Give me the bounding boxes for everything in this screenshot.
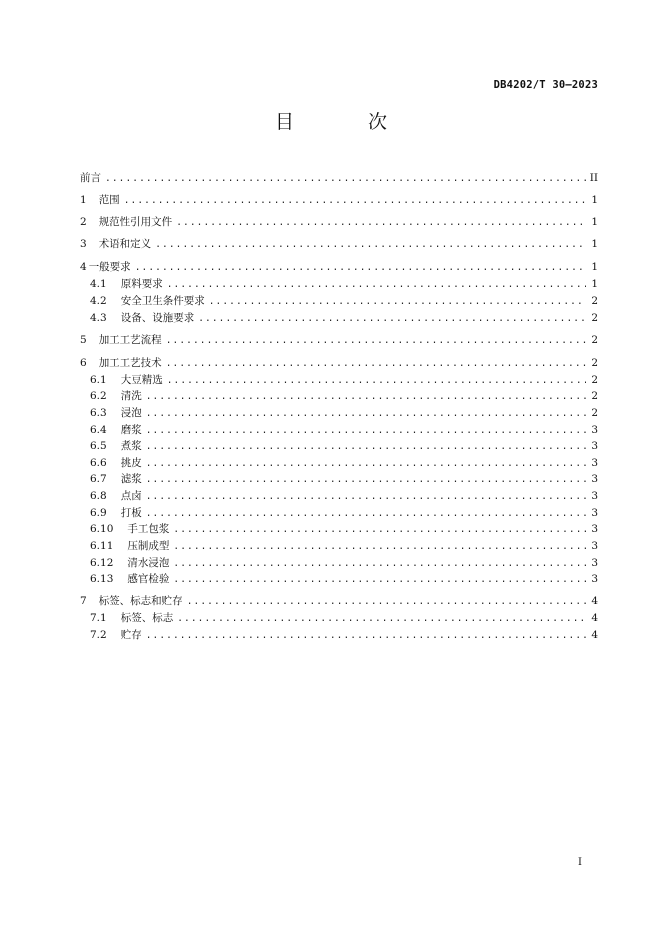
toc-entry-page: 1 [591,261,598,273]
toc-entry-page: 3 [591,573,598,585]
toc-entry[interactable] [80,236,598,252]
standard-code: DB4202/T 30—2023 [493,79,598,91]
toc-entry-title: 感官检验 [127,573,170,585]
toc-entry-title: 加工工艺流程 [98,334,162,346]
toc-entry-title: 手工包浆 [127,523,170,535]
toc-entry-number: 5 [80,334,87,346]
toc-entry-page: 3 [591,424,598,436]
toc-dot-leader [146,456,586,472]
toc-dot-leader [135,260,586,276]
toc-entry-number: 6.3 [90,407,107,419]
toc-entry[interactable] [80,488,598,504]
toc-entry-page: 2 [591,374,598,386]
toc-entry-title: 前言 [80,172,101,184]
toc-entry[interactable] [80,471,598,487]
toc-entry-number: 6.5 [90,440,107,452]
toc-entry-title: 打板 [120,507,142,519]
toc-entry-page: 2 [591,390,598,402]
page-title: 目 次 [274,111,422,133]
toc-dot-leader [146,406,586,422]
toc-dot-leader [173,522,586,538]
toc-entry-title: 浸泡 [120,407,142,419]
toc-entry-number: 6.11 [90,540,114,552]
toc-entry[interactable] [80,405,598,421]
toc-entry[interactable] [80,372,598,388]
toc-entry-title: 标签、标志 [120,612,174,624]
toc-entry-page: 2 [591,357,598,369]
toc-entry[interactable] [80,593,598,609]
toc-dot-leader [176,215,586,231]
toc-entry-page: 3 [591,557,598,569]
toc-entry-number: 6.4 [90,424,107,436]
toc-entry[interactable] [80,455,598,471]
toc-entry[interactable] [80,571,598,587]
toc-entry-number: 4.2 [90,295,107,307]
toc-entry[interactable] [80,355,598,371]
toc-entry-title: 压制成型 [127,540,170,552]
toc-entry-number: 6.8 [90,490,107,502]
toc-entry-page: 3 [591,507,598,519]
toc-entry-number: 6.9 [90,507,107,519]
toc-entry-number: 6.6 [90,457,107,469]
toc-entry-page: 4 [591,595,598,607]
toc-entry-title: 清水浸泡 [127,557,170,569]
toc-entry[interactable] [80,214,598,230]
toc-entry[interactable] [80,538,598,554]
toc-entry-title: 范围 [98,194,120,206]
toc-dot-leader [155,237,586,253]
toc-dot-leader [146,472,586,488]
toc-dot-leader [146,628,586,644]
toc-dot-leader [146,389,586,405]
toc-dot-leader [166,333,586,349]
toc-dot-leader [173,539,586,555]
toc-entry-page: 1 [591,194,598,206]
toc-entry[interactable] [80,276,598,292]
toc-entry-number: 4.3 [90,312,107,324]
toc-entry-number: 6.7 [90,473,107,485]
toc-entry-number: 2 [80,216,87,228]
toc-entry-title: 规范性引用文件 [98,216,173,228]
toc-entry-title: 挑皮 [120,457,142,469]
toc-dot-leader [167,277,586,293]
toc-entry-number: 6.2 [90,390,107,402]
toc-dot-leader [124,193,586,209]
toc-entry[interactable] [80,388,598,404]
toc-entry[interactable] [80,293,598,309]
toc-entry[interactable] [80,610,598,626]
toc-entry-number: 6 [80,357,87,369]
toc-entry[interactable] [80,259,598,275]
toc-dot-leader [173,556,586,572]
toc-entry[interactable] [80,555,598,571]
toc-entry-page: 2 [591,334,598,346]
toc-entry-page: 3 [591,457,598,469]
toc-entry-title: 清洗 [120,390,142,402]
toc-entry-page: 1 [591,278,598,290]
toc-entry-page: 2 [591,295,598,307]
toc-entry-page: 4 [591,629,598,641]
toc-entry-number: 7 [80,595,87,607]
toc-dot-leader [177,611,586,627]
toc-entry-title: 术语和定义 [98,238,152,250]
toc-dot-leader [105,171,586,187]
toc-entry-page: 3 [591,440,598,452]
toc-dot-leader [146,489,586,505]
toc-entry-title: 磨浆 [120,424,142,436]
toc-entry[interactable] [80,505,598,521]
toc-entry-page: 3 [591,523,598,535]
toc-entry-page: 1 [591,238,598,250]
toc-entry-title: 贮存 [120,629,142,641]
toc-entry-number: 7.2 [90,629,107,641]
toc-entry[interactable] [80,438,598,454]
toc-entry-title: 煮浆 [120,440,142,452]
toc-entry-title: 标签、标志和贮存 [98,595,183,607]
toc-entry-title: 设备、设施要求 [120,312,195,324]
toc-dot-leader [146,439,586,455]
toc-entry[interactable] [80,310,598,326]
toc-entry-number: 6.1 [90,374,107,386]
toc-dot-leader [146,423,586,439]
toc-dot-leader [173,572,586,588]
toc-entry[interactable] [80,192,598,208]
toc-entry-page: 4 [591,612,598,624]
toc-entry-title: 大豆精选 [120,374,163,386]
toc-entry-number: 4 [80,261,87,273]
page-number: I [578,857,582,868]
toc-entry-number: 6.10 [90,523,114,535]
toc-entry-number: 1 [80,194,87,206]
toc-entry[interactable] [80,422,598,438]
toc-entry[interactable] [80,627,598,643]
toc-entry-title: 原料要求 [120,278,163,290]
toc-dot-leader [209,294,586,310]
toc-entry-page: 3 [591,540,598,552]
toc-dot-leader [167,373,586,389]
toc-entry-page: II [589,172,598,184]
toc-entry-title: 一般要求 [88,261,131,273]
toc-entry-number: 6.13 [90,573,114,585]
toc-entry-page: 2 [591,407,598,419]
toc-entry-page: 3 [591,490,598,502]
toc-entry[interactable] [80,170,598,186]
toc-entry-title: 安全卫生条件要求 [120,295,205,307]
toc-entry-number: 3 [80,238,87,250]
toc-entry[interactable] [80,521,598,537]
toc-entry-page: 1 [591,216,598,228]
toc-entry-title: 点卤 [120,490,142,502]
toc-dot-leader [146,506,586,522]
toc-dot-leader [198,311,586,327]
toc-entry-title: 滤浆 [120,473,142,485]
toc-entry-title: 加工工艺技术 [98,357,162,369]
toc-dot-leader [166,356,586,372]
toc-entry-page: 3 [591,473,598,485]
toc-dot-leader [187,594,586,610]
toc-entry[interactable] [80,332,598,348]
toc-entry-number: 6.12 [90,557,114,569]
toc-entry-number: 7.1 [90,612,107,624]
toc-entry-number: 4.1 [90,278,107,290]
toc-entry-page: 2 [591,312,598,324]
